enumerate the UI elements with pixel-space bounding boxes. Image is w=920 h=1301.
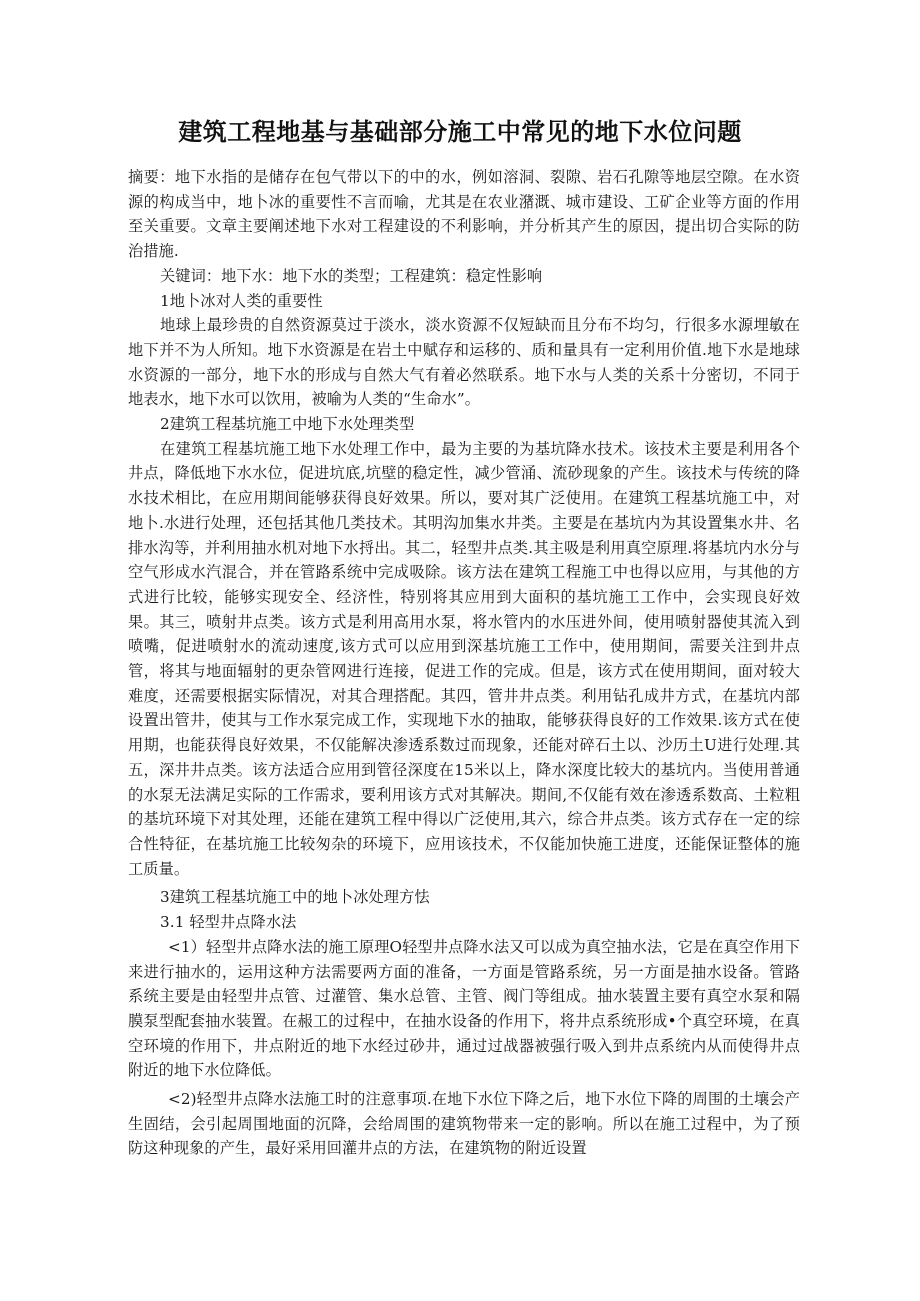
keywords-paragraph: 关键词：地下水：地下水的类型；工程建筑：稳定性影响 [160,266,543,285]
abstract-paragraph: 摘要：地下水指的是储存在包气带以下的中的水，例如溶洞、裂隙、岩石孔隙等地层空隙。在水资源的构成当中，地卜冰的重要性不言而喻，尤其是在农业潴溉、城市建设、工矿企业等方面的作用至关重要。文章主要阐述地下水对工程建设的不利影响，并分析其产生的原因，提出切合实际的防治措施. [128,168,800,261]
document-body [128,165,800,1161]
section-3-1-paragraph-2: <2)轻型井点降水法施工时的注意事项.在地下水位下降之后，地下水位下降的周围的土壤会产生固结，会引起周围地面的沉降，会给周围的建筑物带来一定的影响。所以在施工过程中，为了预防这种现象的产生，最好采用回灌井点的方法，在建筑物的附近设置 [128,1090,800,1158]
section-2-heading: 2建筑工程基坑施工中地下水处理类型 [160,415,415,434]
section-3-heading: 3建筑工程基坑施工中的地卜冰处理方怯 [160,888,430,907]
page-title: 建筑工程地基与基础部分施工中常见的地下水位问题 [178,118,742,146]
section-1-heading: 1地卜冰对人类的重要性 [160,291,323,310]
section-3-1-paragraph-1: <1）轻型井点降水法的施工原理O轻型井点降水法又可以成为真空抽水法，它是在真空作用下来进行抽水的，运用这种方法需要两方面的准备，一方面是管路系统，另一方面是抽水设备。管路系统主要是由轻型井点管、过灌管、集水总管、主管、阀门等组成。抽水装置主要有真空水泵和隔膜泵型配套抽水装置。在赧工的过程中，在抽水设备的作用下，将井点系统形成•个真空环境，在真空环境的作用下，井点附近的地下水经过砂井，通过过战器被强行吸入到井点系统内从而使得井点附近的地下水位降低。 [128,937,800,1080]
section-3-1-heading: 3.1 轻型井点降水法 [160,913,297,932]
section-1-paragraph: 地球上最珍贵的自然资源莫过于淡水，淡水资源不仅短缺而且分布不均匀，行很多水源埋敏在地下并不为人所知。地下水资源是在岩土中赋存和运移的、质和量具有一定利用价值.地下水是地球水资源的一部分，地下水的形成与自然大气有着必然联系。地下水与人类的关系十分密切，不同于地表水，地下水可以饮用，被喻为人类的“生命水”。 [128,316,800,409]
section-2-paragraph: 在建筑工程基坑施工地下水处理工作中，最为主要的为基坑降水技术。该技术主要是利用各个井点，降低地下水水位，促进坑底,坑壁的稳定性，减少管涌、流砂现象的产生。该技术与传统的降水技术相比，在应用期间能够获得良好效果。所以，要对其广泛使用。在建筑工程基坑施工中，对地卜.水进行处理，还包括其他几类技术。其明沟加集水井类。主要是在基坑内为其设置集水井、名排水沟等，并利用抽水机对地下水捋出。其二，轻型井点类.其主吸是利用真空原理.将基坑内水分与空气形成水汽混合，并在管路系统中完成吸除。该方法在建筑工程施工中也得以应用，与其他的方式进行比较，能够实现安全、经济性，特别将其应用到大面积的基坑施工工作中，会实现良好效果。其三，喷射井点类。该方式是利用高用水泵，将水管内的水压进外间，使用喷射器使其流入到喷嘴，促进喷射水的流动速度,该方式可以应用到深基坑施工工作中，使用期间，需要关注到井点管，将其与地面辐射的更杂管网进行连接，促进工作的完成。但是，该方式在使用期间，面对较大难度，还需要根据实际情况，对其合理搭配。其四，管井井点类。利用钻孔成井方式，在基坑内部设置出管井，使其与工作水泵完成工作，实现地下水的抽取，能够获得良好的工作效果.该方式在使用期，也能获得良好效果，不仅能解决渗透系数过而现象，还能对碎石土以、沙历土U进行处理.其五，深井井点类。该方法适合应用到管径深度在15米以上，降水深度比较大的基坑内。当使用普通的水泵无法满足实际的工作需求，要利用该方式对其解决。期间,不仅能有效在渗透系数高、土粒粗的基坑环境下对其处理，还能在建筑工程中得以广泛使用,其六，综合井点类。该方式存在一定的综合性特征，在基坑施工比较匆杂的环境下，应用该技术，不仅能加快施工进度，还能保证整体的施工质量。 [128,439,800,878]
